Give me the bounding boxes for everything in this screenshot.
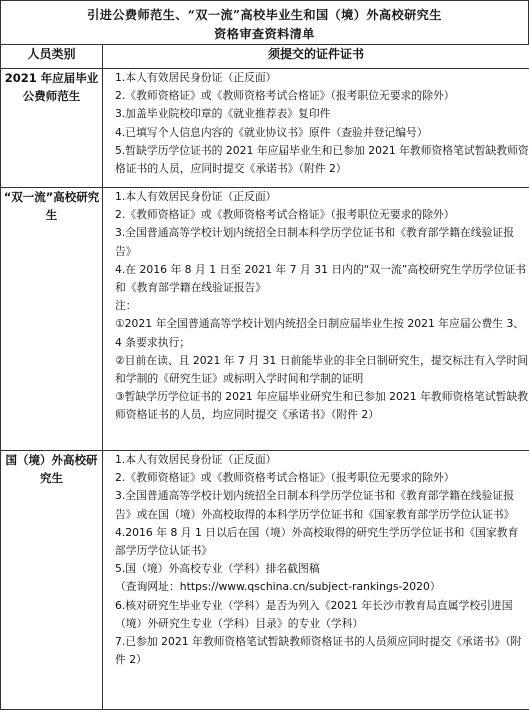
table-row	[1, 69, 529, 188]
query-url: （查询网址：https://www.qschina.cn/subject-rankings-2020）	[115, 580, 441, 594]
requirement-item: 4.2016 年 8 月 1 日以后在国（境）外高校取得的研究生学历学位证书和《国家教育部学历学位认证书》	[115, 525, 519, 558]
note-label: 注：	[115, 299, 137, 313]
title-line-1: 引进公费师范生、“双一流”高校毕业生和国（境）外高校研究生	[87, 8, 442, 22]
requirement-item: 5.暂缺学历学位证书的 2021 年应届毕业生和已参加 2021 年教师资格笔试暂缺教师资格证书的人员，应同时提交《承诺书》（附件 2）	[115, 143, 529, 176]
category-cell: 2021 年应届毕业公费师范生	[1, 69, 103, 188]
category-cell: “双一流”高校研究生	[1, 188, 103, 451]
requirement-item: 4.已填写个人信息内容的《就业协议书》原件（查验并登记编号）	[115, 125, 428, 139]
requirement-item: 1.本人有效居民身份证（正反面）	[115, 71, 277, 84]
table-header-row	[1, 45, 529, 69]
materials-table	[0, 44, 529, 710]
requirement-item: 6.核对研究生毕业专业（学科）是否为列入《2021 年长沙市教育局直属学校引进国（境）外研究生专业（学科）目录》的专业（学科）	[115, 598, 513, 630]
requirement-item: 3.全国普通高等学校计划内统招全日制本科学历学位证书和《教育部学籍在线验证报告》或在国（境）外高校取得的本科学历学位证书和《国家教育部学历学位认证书》	[115, 489, 515, 521]
requirements-cell	[103, 188, 529, 451]
note-item: ③暂缺学历学位证书的 2021 年应届毕业研究生和已参加 2021 年教师资格笔试暂缺教师资格证书的人员，均应同时提交《承诺书》（附件 2）	[115, 390, 529, 422]
category-cell: 国（境）外高校研究生	[1, 451, 103, 710]
requirement-item: 2.《教师资格证》或《教师资格考试合格证》（报考职位无要求的除外）	[115, 89, 455, 103]
requirement-item: 2.《教师资格证》或《教师资格考试合格证》（报考职位无要求的除外）	[115, 471, 455, 485]
table-row	[1, 451, 529, 710]
table-row	[1, 188, 529, 451]
requirements-cell	[103, 451, 529, 710]
note-item: ①2021 年全国普通高等学校计划内统招全日制应届毕业生按 2021 年应届公费生 3、4 条要求执行；	[115, 317, 525, 349]
header-category: 人员类别	[1, 45, 103, 69]
title-line-2: 资格审查资料清单	[214, 27, 315, 41]
requirement-item: 1.本人有效居民身份证（正反面）	[115, 190, 277, 203]
requirement-item: 3.加盖毕业院校印章的《就业推荐表》复印件	[115, 107, 331, 121]
requirements-cell	[103, 69, 529, 188]
header-documents: 须提交的证件证书	[103, 45, 529, 69]
requirement-item: 2.《教师资格证》或《教师资格考试合格证》（报考职位无要求的除外）	[115, 208, 455, 222]
requirement-item: 5.国（境）外高校专业（学科）排名截图稿	[115, 562, 320, 576]
note-item: ②目前在读、且 2021 年 7 月 31 日前能毕业的非全日制研究生，提交标注有入学时间和学制的《研究生证》或标明入学时间和学制的证明	[115, 353, 529, 386]
requirement-item: 4.在 2016 年 8 月 1 日至 2021 年 7 月 31 日内的“双一流”高校研究生学历学位证书和《教育部学籍在线验证报告》	[115, 262, 527, 295]
requirement-item: 7.已参加 2021 年教师资格笔试暂缺教师资格证书的人员须应同时提交《承诺书》（附件 2）	[115, 635, 522, 667]
title-block	[0, 0, 529, 44]
requirement-item: 3.全国普通高等学校计划内统招全日制本科学历学位证书和《教育部学籍在线验证报告》	[115, 226, 514, 258]
requirement-item: 1.本人有效居民身份证（正反面）	[115, 453, 277, 466]
